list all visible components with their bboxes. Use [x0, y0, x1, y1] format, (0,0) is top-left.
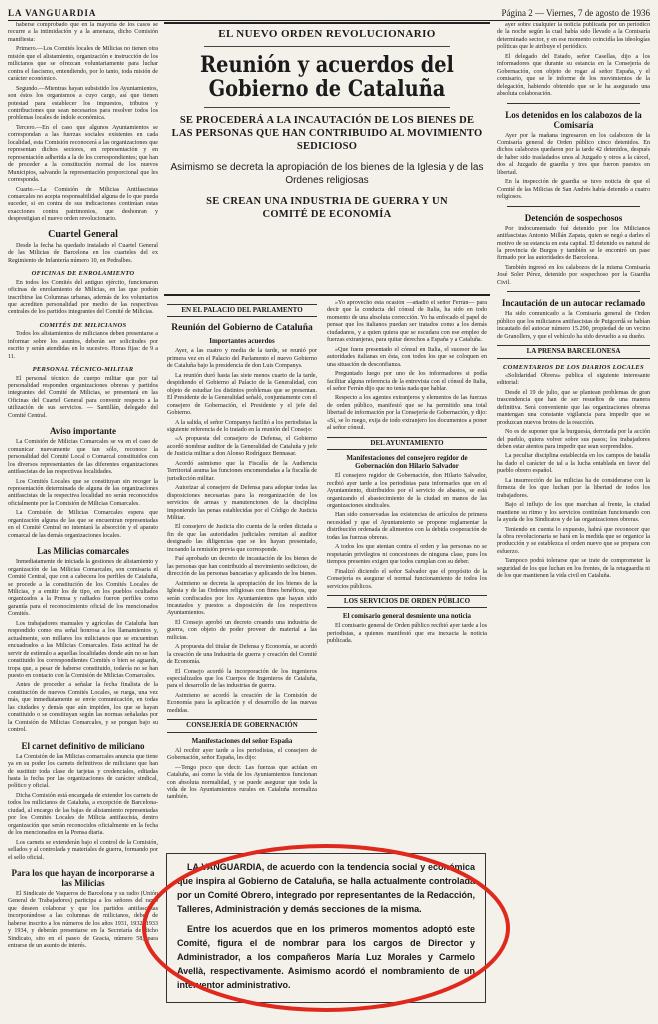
paragraph: Desde el 19 de julio, que se plantean problemas de gran trascendencia que han de ser resueltos de una manera definitiva. Será conveniente que las organizaciones obreras mantengan una constante vigilancia para impedir que se produzcan nuevos brotes de la reacción. [497, 389, 650, 426]
subheading-comentarios: COMENTARIOS DE LOS DIARIOS LOCALES [503, 363, 644, 371]
heading-oficinas: OFICINAS DE ENROLAMIENTO [31, 270, 135, 278]
paragraph: Segundo.—Mientras hayan subsistido los Ayuntamientos, son éstos los organismos a cuyo cargo, así que tienen potestad para establecer los impuestos, tributos y contribuciones que sean necesarios para resolver todos los problemas locales de índole económica. [8, 85, 158, 122]
paragraph: haberse comprobado que en la mayoría de los casos se recurre a la intimidación y a la amenaza, dicho Comisión manifiesta: [8, 22, 158, 43]
paragraph: En la inspección de guardia se tuvo noticia de que el Comité de las Milicias de San Andrés había detenido a cuatro religiosos. [497, 179, 650, 201]
paragraph: También ingresó en los calabozos de la misma Comisaría José Soler Pérez, detenido por sospechoso por la Guardia Civil. [497, 264, 650, 286]
paragraph: Antes de proceder a señalar la fecha finalista de la constitución de nuevos Comités Locales, se ruega, una vez más, que inmediatamente se envíe comunicación, en todas las ciudades y demás que aún impiden, los que se hayan constituido o se constituyan según las normas señaladas por la Comisión de Milicias Comarcales, y se pongan bajo su control. [8, 682, 158, 734]
section-ayuntamiento: DEL AYUNTAMIENTO [327, 437, 487, 450]
paragraph: Preguntado luego por uno de los informadores si podía facilitar alguna referencia de la entrevista con el cónsul de Italia, el señor Ferrán dijo que no tenía nada que hablar. [327, 371, 487, 392]
paragraph: Acordó asimismo que la Fiscalía de la Audiencia Territorial asuma las funciones encomendadas a la fiscalía de jurisdicción militar. [167, 460, 317, 482]
paragraph: Asimismo se acordó la creación de la Comisión de Economía para la aplicación y el desarrollo de las nuevas medidas. [167, 692, 317, 714]
subheading-comisario: El comisario general desmiente una noticia [342, 612, 472, 621]
paragraph: La Comisión de las Milicias comarcales anuncia que tiene ya en su poder los carnets definitivos de miliciano que han de sustituir toda clase de tarjetas y credenciales, editadas hasta la fecha por las organizaciones de carácter sindical, político y oficial. [8, 753, 158, 790]
heading-sospechosos: Detención de sospechosos [524, 212, 623, 223]
paragraph: Desde la fecha ha quedado instalado el Cuartel General de las Milicias de Barcelona en los cuarteles del ex Regimiento de Infantería número 10, en Pedralbes. [8, 242, 158, 264]
paragraph: La Comisión de Milicias Comarcales espera que organización alguna de las que se encuentran representadas en el Comité Central no intentará la absorción y el aparato comarcal de las demás organizaciones locales. [8, 510, 158, 539]
paragraph: La reunión duró hasta las siete menos cuarto de la tarde, despidiendo el Gobierno al Palacio de la Generalidad, con objeto de estudiar los distintos problemas que se presentan. El Presidente de la Generalidad señaló, conjuntamente con el consejero de Gobernación, el Presidente y el jefe del Gobierno. [167, 372, 317, 417]
heading-detenidos: Los detenidos en los calabozos de la Comisaría [505, 109, 642, 130]
divider [507, 291, 640, 292]
subheading-espana: Manifestaciones del señor España [191, 736, 293, 745]
paragraph: Fué aprobado un decreto de incautación de los bienes de las personas que han contribuido al movimiento sedicioso, de dirección de las personas bancarias y aplicando de los bienes. [167, 556, 317, 578]
headline-kicker: EL NUEVO ORDEN REVOLUCIONARIO [218, 28, 436, 40]
paragraph: La peculiar disciplina establecida en los campos de batalla ha dado el carácter de tal a la lucha entablada en favor del pueblo obrero español. [497, 453, 650, 475]
paragraph: Tercero.—En el caso que algunos Ayuntamientos se correspondan a las fuerzas sociales existentes en cada localidad, esta Comisión reconocerá a las organizaciones que representan dichos sectores, en representación y en representación adherida a la de los correspondientes; que han de proceder a la constitución normal de los nuevos Municipios, salvando la representación proporcional que les corresponda. [8, 124, 158, 184]
paragraph: Finalizó diciendo el señor Salvador que el propósito de la Consejería es asegurar el normal funcionamiento de todos los servicios públicos. [327, 568, 487, 590]
page-header [8, 4, 650, 21]
paragraph: —Tengo poco que decir. Las fuerzas que actúan en Cataluña, así como la vida de los Ayuntamientos funcionan con absoluta normalidad, y se puede asegurar que toda la vida de los Ayuntamientos rurales en Cataluña normaliza también. [167, 764, 317, 801]
paragraph: A todos los que atentan contra el orden y las personas no se respetarán privilegios ni concesiones de ninguna clase, pues los tiempos presentes exigen que todos cumplan con su deber. [327, 544, 487, 566]
paragraph: «A propuesta del consejero de Defensa, el Gobierno acordó nombrar auditor de la Generalidad de Cataluña y jefe de Justicia militar a don Alonso Rodríguez Bennasar. [167, 436, 317, 458]
section-gobernacion: CONSEJERÍA DE GOBERNACIÓN [167, 719, 317, 732]
paragraph: »Que fuera presentado el cónsul en Italia, el sucesor de las autoridades italianas en ésta, con todos los que se coloquen en una situación de desconfianza. [327, 346, 487, 368]
section-prensa: LA PRENSA BARCELONESA [497, 345, 650, 358]
paragraph: Autorizar al consejero de Defensa para adoptar todas las disposiciones necesarias para la reorganización de los servicios de armas y manutenciones de la disciplina imponiendo las penas establecidas por el Código de Justicia Militar. [167, 485, 317, 521]
paragraph: »Yo aprovecho esta ocasión —añadió el señor Ferrán— para decir que la conducta del cónsul de Italia, ha sido en todo momento de una absoluta corrección. Yo ha enfocado el papel de pensar que los italianos puedan ser tratados como a los demás ciudadanos, y a quien quiera que se escudara con ese empleo de fuerzas extranjeras, para quitar derechos a España y a Cataluña. [327, 300, 487, 344]
paragraph: A la salida, el señor Companys facilitó a los periodistas la siguiente referencia de lo tratado en la reunión del Consejo: [167, 419, 317, 433]
heading-aviso: Aviso importante [49, 426, 117, 437]
paragraph: Por indocumentado fué detenido por los Milicianos antifascistas Antonio Millán Zapata, quien se negó a darles el motivo de su estancia en esta capital. El detenido es natural de la provincia de Burgos y también se le encontró un pase firmado por las autoridades de Barcelona. [497, 225, 650, 262]
paragraph: Al recibir ayer tarde a los periodistas, el consejero de Gobernación, señor España, les dijo: [167, 747, 317, 762]
heading-comites: COMITÉS DE MILICIANOS [39, 321, 127, 329]
notice-paragraph-2: Entre los acuerdos que en los primeros momentos adoptó este Comité, figura el de nombrar para los cargos de Director y Administrador, a los compañeros María Luz Morales y Carmelo Avellà, respectivamente. Asimismo acordó el nombramiento de un interventor administrativo. [177, 924, 475, 990]
paragraph: El consejero regidor de Gobernación, don Hilario Salvador, recibió ayer tarde a los periodistas para informarles que en el Ayuntamiento, distribuidos por el servicio de abastos, se está organizando el abastecimiento de la ciudad en manos de las organizaciones sindicales. [327, 473, 487, 509]
paragraph: Asimismo se decreta la apropiación de los bienes de la Iglesia y de las Ordenes religiosas con fines benéficos, que serán confiscados por los Ayuntamientos que hayan sido incautados y puestos a disposición de los respectivos Ayuntamientos. [167, 580, 317, 617]
subheadline-industria: SE CREAN UNA INDUSTRIA DE GUERRA Y UN COMITÉ DE ECONOMÍA [206, 196, 448, 220]
paragraph: El Consejo aprobó un decreto creando una industria de guerra, con objeto de poder proveer de material a las milicias. [167, 619, 317, 641]
column-3 [327, 300, 487, 836]
paragraph: A propuesta del titular de Defensa y Economía, se acordó la creación de una Industria de guerra y creación del Comité de Economía. [167, 644, 317, 666]
paragraph: Bajo el influjo de los que marchan al frente, la ciudad mantiene su ritmo y los servicios continúan funcionando con la ayuda de los Sindicatos y de las organizaciones obreras. [497, 502, 650, 524]
highlighted-notice [166, 853, 486, 1003]
section-orden-publico: LOS SERVICIOS DE ORDEN PÚBLICO [327, 595, 487, 608]
divider [204, 107, 450, 108]
paragraph: El Consejo acordó la incorporación de los ingenieros especializados que los Cuerpos de Ingenieros de Cataluña, para el desarrollo de las industrias de guerra. [167, 668, 317, 690]
heading-reunion: Reunión del Gobierno de Cataluña [171, 323, 313, 334]
section-parlamento: EN EL PALACIO DEL PARLAMENTO [167, 304, 317, 317]
paragraph: Todos los alistamientos de milicianos deben presentarse a informar sobre los asuntos, deberán ser solicitudes por escrito y serán atendidas en lo sucesivo. Horas fijas: de 9 a 11. [8, 331, 158, 360]
paragraph: Los carnets se extenderán bajo el control de la Comisión, sellados y al controlada y materiales de guerra, formando por el sello oficial. [8, 839, 158, 861]
paragraph: La insurrección de las milicias ha de considerarse con la firmeza de los que luchan por la libertad de todos los trabajadores. [497, 477, 650, 499]
heading-autocar: Incautación de un autocar reclamado [501, 298, 646, 309]
paragraph: Los Comités Locales que se constituyan sin recoger la representación determinada de alguna de las organizaciones antifascistas de la respectiva localidad no serán reconocidos oficialmente por la Comisión de Milicias Comarcales. [8, 478, 158, 507]
page-info: Página 2 — Viernes, 7 de agosto de 1936 [501, 8, 650, 18]
paragraph: No es de suponer que la burguesía, derrotada por la acción del pueblo, quiera volver sobre sus pasos; los trabajadores deben estar atentos para impedir que sean sorprendidos. [497, 429, 650, 451]
heading-carnet: El carnet definitivo de miliciano [21, 740, 145, 751]
column-1 [8, 22, 158, 1018]
paragraph: El comisario general de Orden público recibió ayer tarde a los periodistas, a quienes manifestó que era inexacta la noticia publicada. [327, 623, 487, 645]
paragraph: En todos los Comités del antiguo ejército, funcionaron oficinas de enrolamiento de Milicias, en las que podrán inscribirse las Columnas urbanas, además de los voluntarios que acrediten personalidad por medio de las respectivas centrales de los partidos integrantes del Comité de Milicias. [8, 279, 158, 316]
masthead-title: LA VANGUARDIA [8, 8, 97, 18]
notice-paragraph-1: LA VANGUARDIA, de acuerdo con la tendencia social y económica que inspira al Gobierno de Cataluña, se halla actualmente controlada por un Comité Obrero, integrado por representantes de la Redacción, Talleres, Administración y demás secciones de la misma. [177, 862, 475, 914]
paragraph: Ayer por la mañana ingresaron en los calabozos de la Comisaría general de Orden público cinco detenidos. En dichos calabozos quedaron por la tarde 42 detenidos, después de haber sido trasladados unos al Juzgado y otros a la cárcel, dos al Juzgado de guardia y tres que fueron puestos en libertad. [497, 132, 650, 176]
paragraph: Los trabajadores manuales y agrícolas de Cataluña han respondido como era señal honrosa a los llamamientos y, actualmente, son millares los milicianos que se encuentran encuadrados a las Milicias Comarcales. Esta actitud ha de servir de estímulo a aquellas localidades donde aún no se han constituido los correspondientes Comités o bien se aguarda, tropa que, a pesar de haberse constituido, todavía no se han puesto en contacto con la Comisión de Milicias Comarcales. [8, 620, 158, 679]
subheading-acuerdos: Importantes acuerdos [209, 337, 275, 346]
subheadline-incautacion: SE PROCEDERÁ A LA INCAUTACIÓN DE LOS BIENES DE LAS PERSONAS QUE HAN CONTRIBUIDO AL MOVIMIENTO SEDICIOSO [171, 115, 483, 152]
paragraph: Primero.—Los Comités locales de Milicias no tienen otra misión que el alistamiento, organización e instrucción de los milicianos que se ofrezcan voluntariamente para luchar contra el fascismo, entendiendo, por lo tanto, toda misión de carácter económico. [8, 46, 158, 83]
paragraph: Respecto a los agentes extranjeros y elementos de las fuerzas de orden público, manifestó que se ha permitido una total libertad de información por la Consejería de Gobernación, y dijo: «Sí, se lo ruego, exija de todo extranjero los documentos a poner al señor cónsul. [327, 395, 487, 432]
paragraph: La Comisión de Milicias Comarcales se va en el caso de comunicar nuevamente que tan sólo, reconoce la personalidad del Comité Local o Comarcal constituidos con los diversos representantes de las diferentes organizaciones antifascistas de las respectivas localidades. [8, 439, 158, 476]
paragraph: Ha sido comunicado a la Comisaría general de Orden público que los milicianos antifascistas de Puigcerdá se habían incautado del autocar número 15.290, propiedad de un vecino de Granollers, y que el vehículo ha sido devuelto a su dueño. [497, 311, 650, 340]
paragraph: «Solidaridad Obrera» publica el siguiente interesante editorial: [497, 372, 650, 387]
main-headline-block [164, 22, 490, 296]
heading-salvador: Manifestaciones del consejero regidor de Gobernación don Hilario Salvador [346, 454, 468, 471]
paragraph: Ayer, a las cuatro y media de la tarde, se reunió por primera vez en el Palacio del Parlamento el nuevo Gobierno de Cataluña bajo la presidencia de don Luis Companys. [167, 348, 317, 370]
paragraph: Dicha Comisión está encargada de extender los carnets de todos los milicianos de Cataluña, a excepción de Barcelona-ciudad, al encargo de las bajas de alistamiento representadas por los Comités Locales de Milicia antifascista, dentro organización que serán reconocidos oficialmente en la fecha de los mencionados en la Prensa diaria. [8, 792, 158, 837]
heading-milicias: Las Milicias comarcales [37, 546, 129, 557]
divider [204, 46, 450, 47]
heading-cuartel-general: Cuartel General [48, 228, 118, 240]
paragraph: ayer sobre cualquier la noticia publicada por un periódico de la noche según la cual había sido llevado a la Comisaría determinado sector, y en ese momento coincidía las ideologías políticas que le atribuye el periódico. [497, 22, 650, 51]
paragraph: Inmediatamente de iniciada la gestiones de alistamiento y organización de las Milicias Comarcales, son comisaria el Comité Central, que con a cabecera los perfiles de Cataluña, se procede a la constitución de los Comités Locales de Milicias, y a emitir los de tipo, en los pueblos ocultados organizados a la Prensa y radiados fueron perfiles como garantía para el reconocimiento oficial de los mencionados Comités. [8, 559, 158, 618]
paragraph: Teniendo en cuenta lo expuesto, habrá que reconocer que la obra revolucionaria se hará en la medida que se organice la producción y se establezca el orden nuevo que se prepara con esfuerzo. [497, 526, 650, 555]
heading-personal: PERSONAL TÉCNICO-MILITAR [32, 366, 134, 374]
subheadline-iglesia: Asimismo se decreta la apropiación de los bienes de la Iglesia y de las Ordenes religiosas [170, 162, 484, 186]
paragraph: Tampoco podrá tolerarse que se trate de comprometer la seguridad de los que luchan en los frentes, de la retaguardia ni de los que mantienen la vida civil en Cataluña. [497, 558, 650, 580]
column-4 [497, 22, 650, 1018]
heading-incorporarse: Para los que hayan de incorporarse a las Milicias [11, 867, 155, 888]
divider [507, 206, 640, 207]
divider [507, 103, 640, 104]
paragraph: El Sindicato de Vaqueros de Barcelona y su radio (Unión General de Trabajadores) participa a los señores del ramo que deseen colaborar y que los partidos antifascistas incorporándose a las columnas de milicianos, deben de haberse inscrito a los números de los años 1931, 1932, 1933 y 1934, y deberán presentarse en la Secretaría de dicho Sindicato, sito en el paseo de Gracia, número 58, para entrarse de un asunto de interés. [8, 890, 158, 950]
paragraph: El consejero de Justicia dio cuenta de la orden dictada a fin de que las autoridades judiciales remitan al auditor designado las diligencias que se les hayan presentado, incoando la remisión previa que corresponde. [167, 524, 317, 553]
paragraph: Han sido conservadas las existencias de artículos de primera necesidad y que el Ayuntamiento se propone reglamentar la distribución ordenada de alimentos con la debida cooperación de todas las fuerzas obreras. [327, 512, 487, 541]
paragraph: El delegado del Estado, señor Casellas, dijo a los informadores que durante su estancia en la Consejería de Gobernación, con objeto de rogar al señor España, y el comisario, que se le informe de los movimientos de la delegación, habiendo obtenido que se le ha asegurado una absoluta colaboración. [497, 53, 650, 98]
paragraph: Cuarto.—La Comisión de Milicias Antifascistas comarcales no acepta responsabilidad alguna de lo que pueda suceder, si en contra de sus indicaciones continúan estas exacciones contra patrimonios, que deshonran y desprestigian el nuevo orden revolucionario. [8, 186, 158, 223]
paragraph: El personal técnico de cuerpo militar que por tal personalidad responden organizaciones obreras y partidos integrantes del Comité de Milicias, se presentará en las Oficinas del Cuartel General para convenir respecto a la utilización de sus servicios. — Santillán, delegado del Comité Central. [8, 375, 158, 419]
main-headline: Reunión y acuerdos del Gobierno de Cataluña [200, 52, 454, 102]
